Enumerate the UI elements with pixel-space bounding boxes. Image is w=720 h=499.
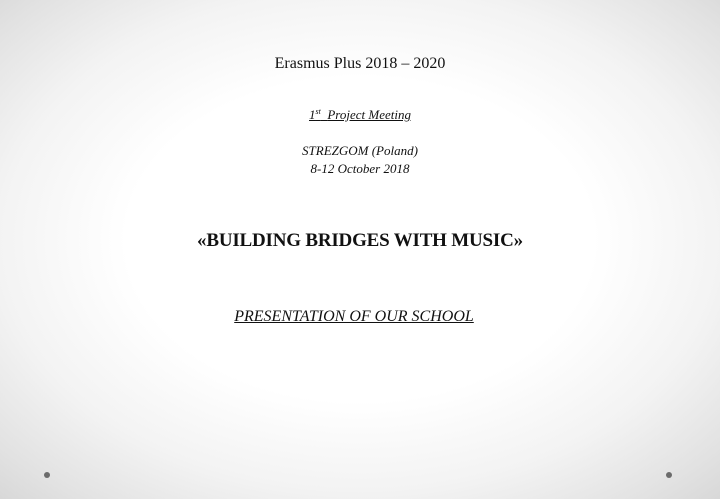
project-title: «BUILDING BRIDGES WITH MUSIC» (197, 230, 523, 251)
event-line: Erasmus Plus 2018 – 2020 (274, 55, 446, 72)
meeting-ordinal-number: 1 (309, 107, 316, 122)
dates-line: 8-12 October 2018 (310, 161, 410, 176)
location-line: STREZGOM (Poland) (302, 143, 418, 158)
meeting-line (0, 107, 720, 123)
presentation-heading: PRESENTATION OF OUR SCHOOL (234, 308, 474, 325)
bullet-dot-icon (44, 472, 50, 478)
meeting-ordinal-suffix: st (315, 107, 321, 116)
meeting-heading (309, 107, 411, 122)
meeting-label: Project Meeting (327, 107, 411, 122)
bullet-dot-icon (666, 472, 672, 478)
